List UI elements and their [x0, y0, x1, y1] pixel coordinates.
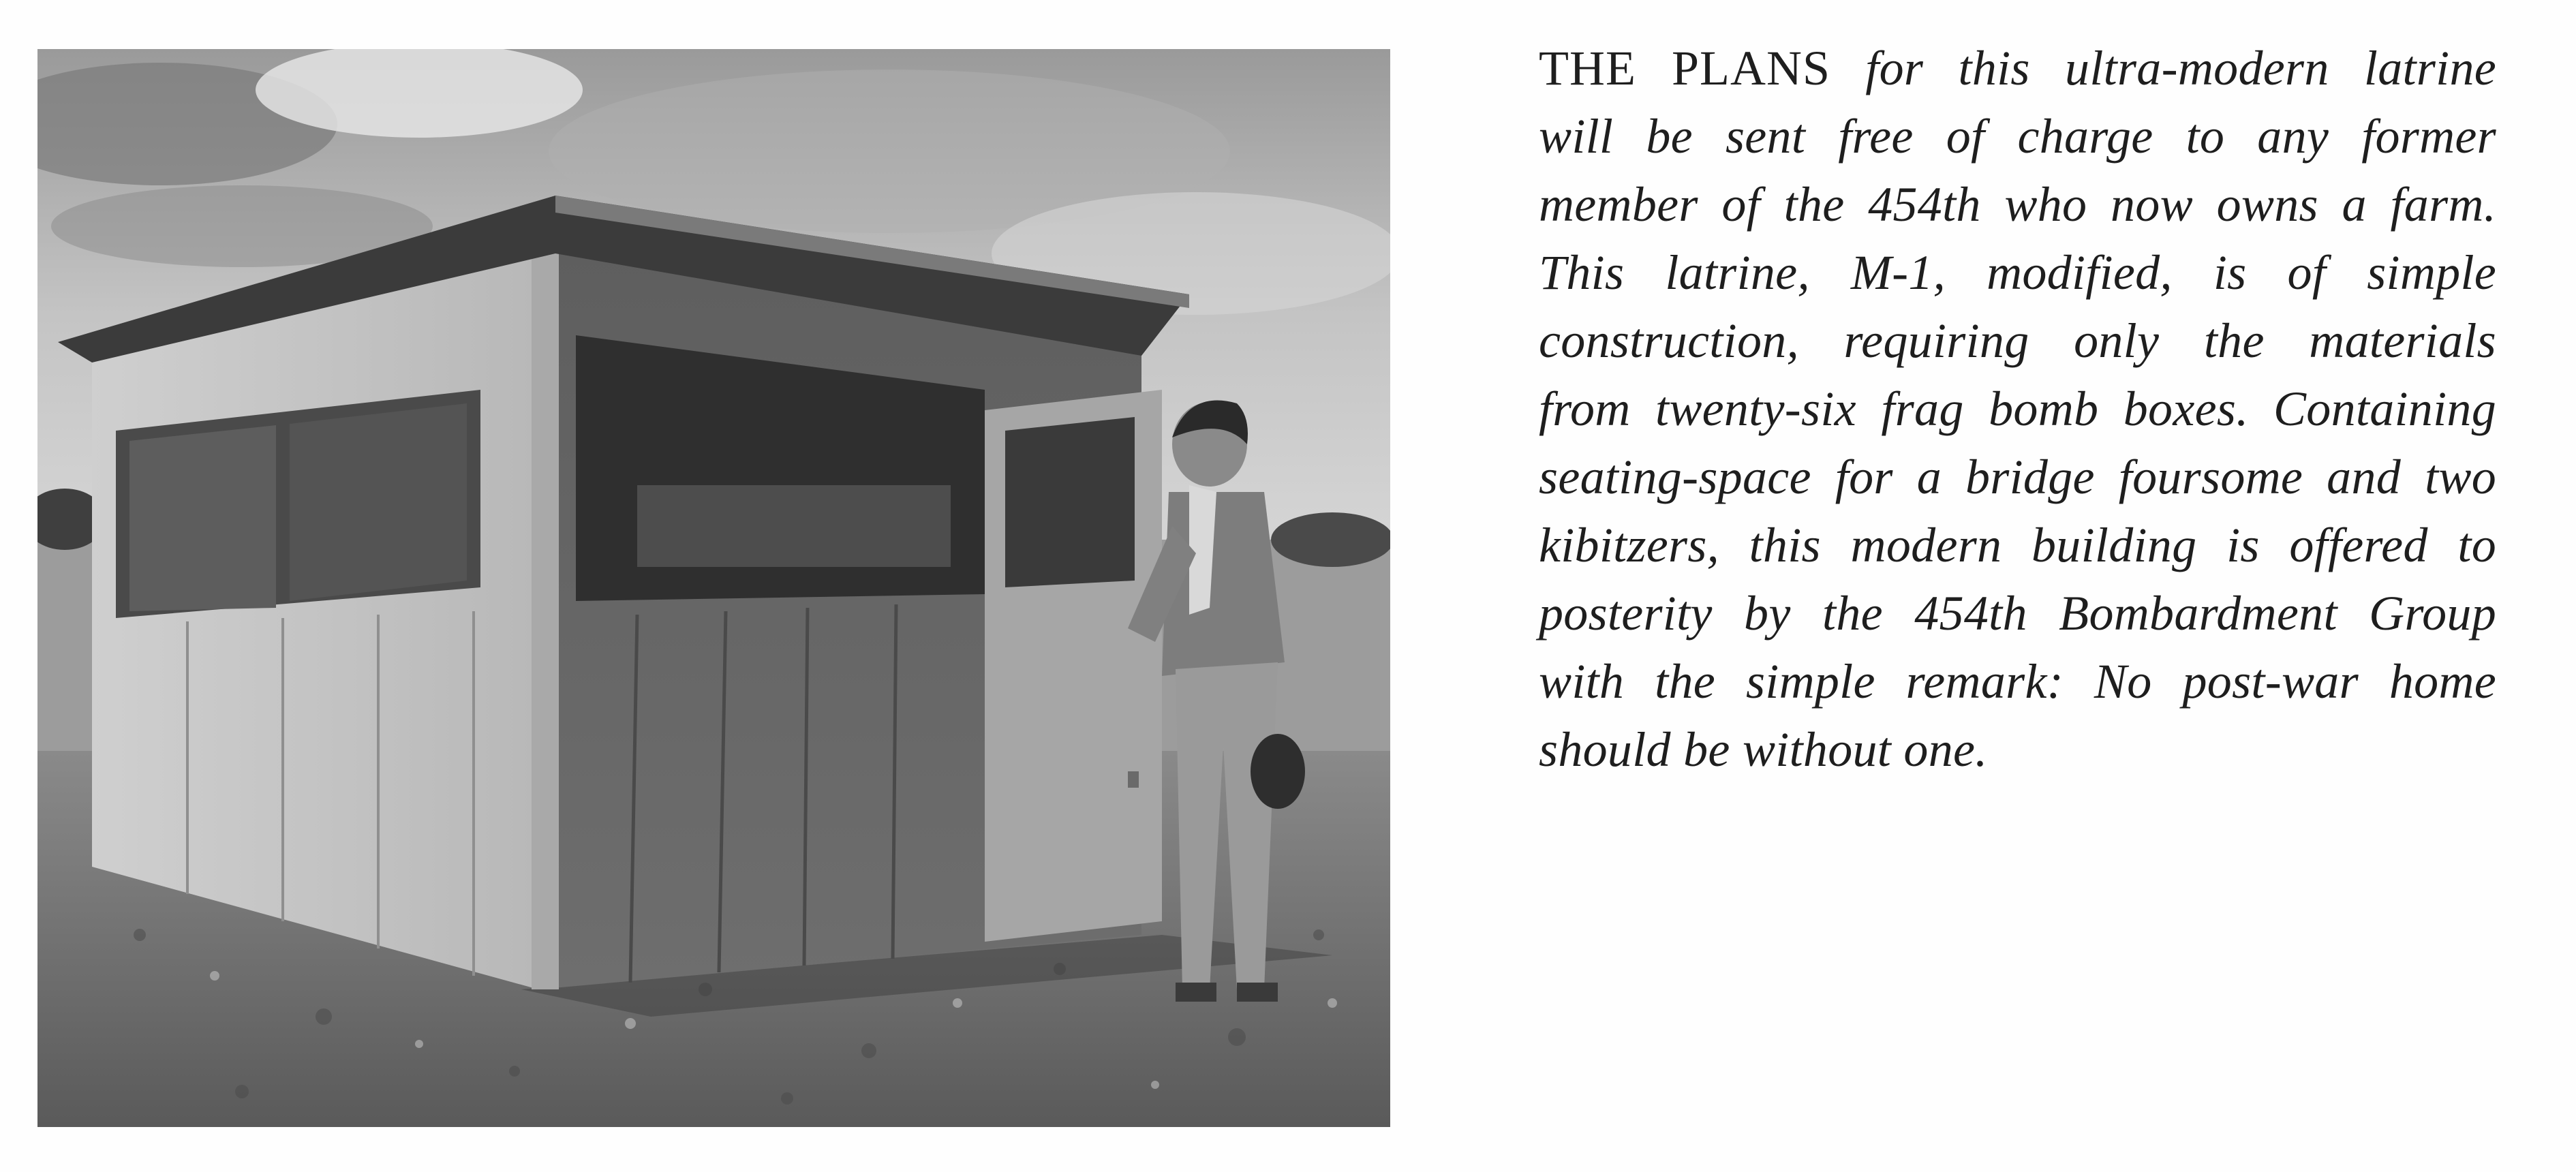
photo-caption: [1539, 34, 2496, 784]
caption-line: should be without one.: [1539, 722, 1988, 777]
dark-bundle: [1251, 734, 1305, 809]
caption-line: kibitzers, this modern building is offered to: [1539, 518, 2496, 572]
caption-line-text: for this ultra-modern latrine: [1830, 41, 2497, 95]
front-window-strip: [637, 485, 951, 567]
caption-line: [1539, 34, 2496, 102]
caption-line: will be sent free of charge to any former: [1539, 109, 2496, 164]
door-window: [1005, 417, 1135, 587]
caption-line: from twenty-six frag bomb boxes. Containing: [1539, 382, 2496, 436]
side-window-pane: [129, 425, 276, 611]
corner-post: [532, 243, 559, 989]
latrine-photograph: [37, 49, 1390, 1127]
caption-line: seating-space for a bridge foursome and two: [1539, 450, 2496, 504]
caption-line: with the simple remark: No post-war home: [1539, 654, 2496, 709]
tree: [1271, 512, 1390, 567]
man-shoe: [1176, 983, 1216, 1002]
door-knob: [1128, 771, 1139, 788]
caption-line: member of the 454th who now owns a farm.: [1539, 177, 2496, 232]
photograph-illustration: [37, 49, 1390, 1127]
caption-line: posterity by the 454th Bombardment Group: [1539, 586, 2496, 641]
man-shoe: [1237, 983, 1278, 1002]
caption-line: This latrine, M-1, modified, is of simple: [1539, 245, 2496, 300]
caption-lead: THE PLANS: [1539, 41, 1831, 95]
caption-line: construction, requiring only the materials: [1539, 313, 2496, 368]
hut-side-wall: [92, 240, 538, 989]
side-window-pane: [290, 403, 467, 601]
